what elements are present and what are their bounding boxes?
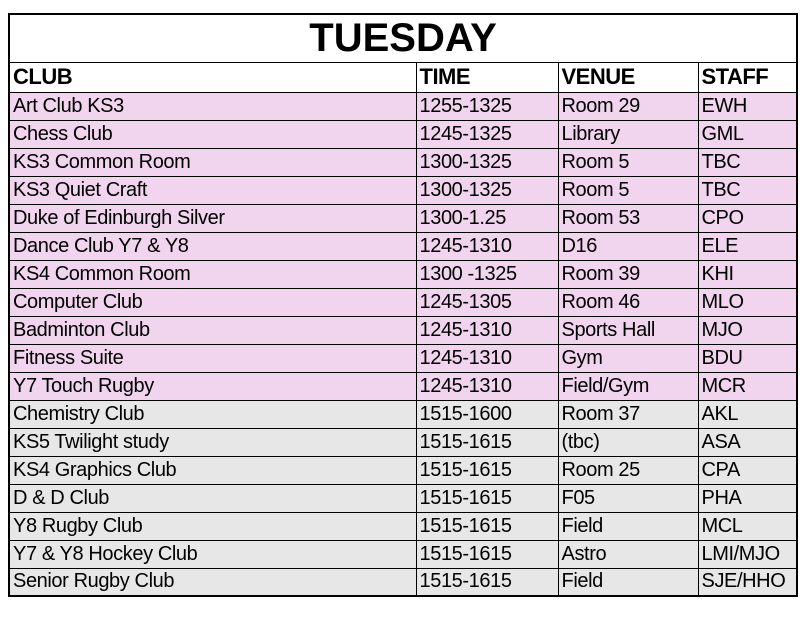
time-cell: 1515-1615	[416, 512, 558, 540]
time-cell: 1515-1615	[416, 456, 558, 484]
column-header-staff: STAFF	[698, 62, 797, 92]
time-cell: 1245-1310	[416, 232, 558, 260]
venue-cell: F05	[558, 484, 698, 512]
time-cell: 1515-1600	[416, 400, 558, 428]
table-row	[9, 260, 797, 288]
venue-cell: Sports Hall	[558, 316, 698, 344]
club-cell: KS4 Common Room	[9, 260, 416, 288]
time-cell: 1300-1.25	[416, 204, 558, 232]
table-row	[9, 120, 797, 148]
club-cell: Computer Club	[9, 288, 416, 316]
venue-cell: Field	[558, 512, 698, 540]
staff-cell: CPO	[698, 204, 797, 232]
staff-cell: TBC	[698, 148, 797, 176]
staff-cell: KHI	[698, 260, 797, 288]
table-row	[9, 540, 797, 568]
time-cell: 1245-1310	[416, 344, 558, 372]
table-row	[9, 148, 797, 176]
staff-cell: TBC	[698, 176, 797, 204]
venue-cell: Room 39	[558, 260, 698, 288]
club-cell: Chemistry Club	[9, 400, 416, 428]
staff-cell: ELE	[698, 232, 797, 260]
staff-cell: MLO	[698, 288, 797, 316]
staff-cell: AKL	[698, 400, 797, 428]
staff-cell: CPA	[698, 456, 797, 484]
column-header-club: CLUB	[9, 62, 416, 92]
club-cell: KS3 Common Room	[9, 148, 416, 176]
club-cell: Chess Club	[9, 120, 416, 148]
time-cell: 1245-1310	[416, 316, 558, 344]
club-cell: Badminton Club	[9, 316, 416, 344]
column-header-time: TIME	[416, 62, 558, 92]
time-cell: 1300 -1325	[416, 260, 558, 288]
table-row	[9, 288, 797, 316]
table-row	[9, 512, 797, 540]
club-cell: KS3 Quiet Craft	[9, 176, 416, 204]
venue-cell: D16	[558, 232, 698, 260]
time-cell: 1245-1325	[416, 120, 558, 148]
time-cell: 1515-1615	[416, 428, 558, 456]
table-row	[9, 568, 797, 596]
club-cell: Fitness Suite	[9, 344, 416, 372]
column-header-venue: VENUE	[558, 62, 698, 92]
time-cell: 1515-1615	[416, 568, 558, 596]
table-row	[9, 204, 797, 232]
club-cell: Dance Club Y7 & Y8	[9, 232, 416, 260]
venue-cell: Room 25	[558, 456, 698, 484]
club-cell: Senior Rugby Club	[9, 568, 416, 596]
club-cell: Art Club KS3	[9, 92, 416, 120]
staff-cell: MCR	[698, 372, 797, 400]
venue-cell: Room 46	[558, 288, 698, 316]
venue-cell: Room 5	[558, 148, 698, 176]
venue-cell: Library	[558, 120, 698, 148]
table-row	[9, 92, 797, 120]
time-cell: 1515-1615	[416, 484, 558, 512]
table-row	[9, 400, 797, 428]
header-row	[9, 62, 797, 92]
table-row	[9, 372, 797, 400]
staff-cell: BDU	[698, 344, 797, 372]
staff-cell: EWH	[698, 92, 797, 120]
club-cell: Y7 & Y8 Hockey Club	[9, 540, 416, 568]
table-row	[9, 344, 797, 372]
time-cell: 1255-1325	[416, 92, 558, 120]
staff-cell: ASA	[698, 428, 797, 456]
table-row	[9, 484, 797, 512]
time-cell: 1245-1310	[416, 372, 558, 400]
venue-cell: Astro	[558, 540, 698, 568]
venue-cell: Field/Gym	[558, 372, 698, 400]
club-cell: D & D Club	[9, 484, 416, 512]
venue-cell: Room 29	[558, 92, 698, 120]
venue-cell: Room 37	[558, 400, 698, 428]
table-row	[9, 428, 797, 456]
table-row	[9, 176, 797, 204]
table-row	[9, 232, 797, 260]
staff-cell: LMI/MJO	[698, 540, 797, 568]
time-cell: 1245-1305	[416, 288, 558, 316]
staff-cell: GML	[698, 120, 797, 148]
staff-cell: MJO	[698, 316, 797, 344]
club-cell: KS5 Twilight study	[9, 428, 416, 456]
club-cell: Y7 Touch Rugby	[9, 372, 416, 400]
venue-cell: Room 53	[558, 204, 698, 232]
table-row	[9, 316, 797, 344]
venue-cell: Field	[558, 568, 698, 596]
schedule-table	[8, 13, 798, 597]
club-cell: Y8 Rugby Club	[9, 512, 416, 540]
title-row	[9, 14, 797, 62]
rows-body	[9, 92, 797, 596]
venue-cell: (tbc)	[558, 428, 698, 456]
club-cell: KS4 Graphics Club	[9, 456, 416, 484]
venue-cell: Gym	[558, 344, 698, 372]
time-cell: 1515-1615	[416, 540, 558, 568]
staff-cell: MCL	[698, 512, 797, 540]
page-title: TUESDAY	[9, 14, 797, 62]
venue-cell: Room 5	[558, 176, 698, 204]
time-cell: 1300-1325	[416, 176, 558, 204]
table-row	[9, 456, 797, 484]
staff-cell: PHA	[698, 484, 797, 512]
club-cell: Duke of Edinburgh Silver	[9, 204, 416, 232]
time-cell: 1300-1325	[416, 148, 558, 176]
staff-cell: SJE/HHO	[698, 568, 797, 596]
